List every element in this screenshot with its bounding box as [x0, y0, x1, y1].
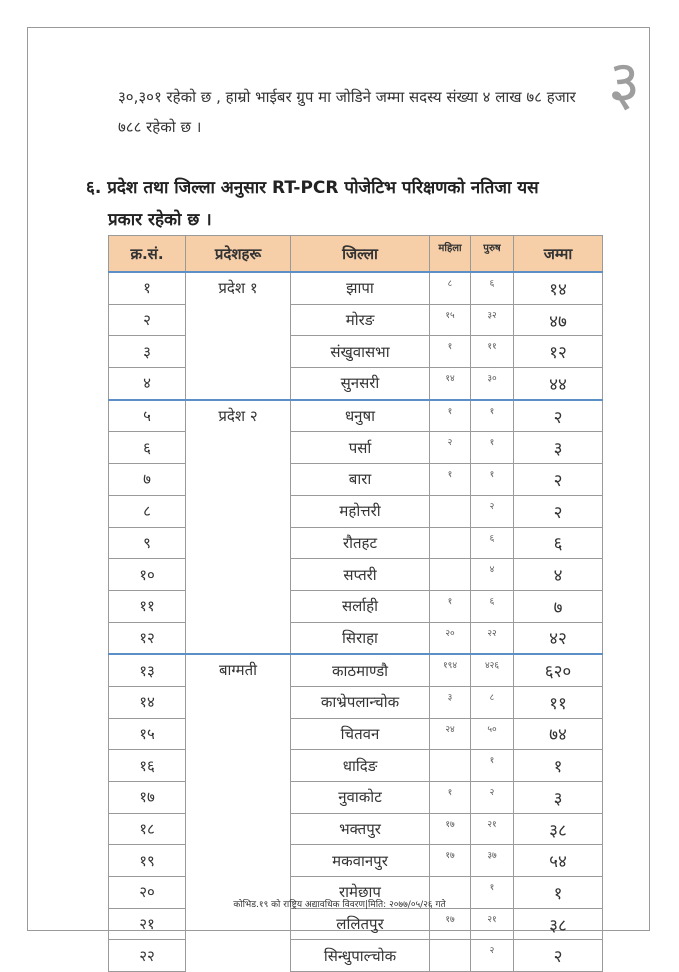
- cell-total: १२: [514, 336, 603, 368]
- cell-province: बाग्मती: [186, 654, 291, 971]
- cell-district: नुवाकोट: [291, 782, 430, 814]
- cell-total: ५४: [514, 845, 603, 877]
- cell-male: २: [471, 782, 514, 814]
- cell-total: २: [514, 400, 603, 432]
- cell-sn: ४: [109, 368, 186, 400]
- table-row: [109, 686, 603, 718]
- cell-female: १४: [430, 368, 471, 400]
- section-heading-line1: ६. प्रदेश तथा जिल्ला अनुसार RT-PCR पोजेटिभ परिक्षणको नतिजा यस: [86, 178, 539, 198]
- cell-sn: ५: [109, 400, 186, 432]
- cell-male: ५०: [471, 718, 514, 750]
- table-body: [109, 272, 603, 972]
- cell-district: सर्लाही: [291, 590, 430, 622]
- cell-province: प्रदेश १: [186, 272, 291, 400]
- table-row: [109, 908, 603, 940]
- cell-sn: १९: [109, 845, 186, 877]
- cell-male: २१: [471, 908, 514, 940]
- cell-district: रौतहट: [291, 527, 430, 559]
- header-female: महिला: [430, 236, 471, 273]
- cell-sn: ११: [109, 590, 186, 622]
- cell-district: धादिङ: [291, 750, 430, 782]
- cell-sn: १५: [109, 718, 186, 750]
- table-row: [109, 495, 603, 527]
- cell-male: ६: [471, 272, 514, 304]
- cell-total: ६: [514, 527, 603, 559]
- cell-male: ४२६: [471, 654, 514, 686]
- cell-district: ललितपुर: [291, 908, 430, 940]
- cell-male: २: [471, 940, 514, 972]
- cell-total: २: [514, 495, 603, 527]
- cell-male: २: [471, 495, 514, 527]
- cell-female: [430, 495, 471, 527]
- cell-total: १: [514, 750, 603, 782]
- cell-female: [430, 940, 471, 972]
- cell-female: १५: [430, 304, 471, 336]
- page-footer: कोभिड.१९ को राष्ट्रिय अद्यावधिक विवरण|मिति: २०७७/०५/२६ गते: [233, 900, 446, 910]
- cell-total: ७४: [514, 718, 603, 750]
- cell-male: ३०: [471, 368, 514, 400]
- cell-district: काभ्रेपलान्चोक: [291, 686, 430, 718]
- cell-total: ४२: [514, 622, 603, 654]
- table-row: [109, 654, 603, 686]
- cell-sn: ८: [109, 495, 186, 527]
- cell-sn: २१: [109, 908, 186, 940]
- table-row: [109, 336, 603, 368]
- table-header-row: [109, 236, 603, 273]
- table-row: [109, 813, 603, 845]
- cell-male: ६: [471, 527, 514, 559]
- cell-female: ८: [430, 272, 471, 304]
- cell-total: ३: [514, 432, 603, 464]
- cell-district: सिन्धुपाल्चोक: [291, 940, 430, 972]
- cell-total: ११: [514, 686, 603, 718]
- cell-female: १: [430, 782, 471, 814]
- table-row: [109, 400, 603, 432]
- header-sn: क्र.सं.: [109, 236, 186, 273]
- cell-female: [430, 527, 471, 559]
- cell-female: २: [430, 432, 471, 464]
- section-heading-line2: प्रकार रहेको छ ।: [108, 210, 212, 230]
- cell-male: ६: [471, 590, 514, 622]
- cell-district: काठमाण्डौ: [291, 654, 430, 686]
- cell-district: झापा: [291, 272, 430, 304]
- cell-female: १: [430, 590, 471, 622]
- cell-province: प्रदेश २: [186, 400, 291, 655]
- cell-male: १: [471, 750, 514, 782]
- cell-sn: २०: [109, 877, 186, 909]
- cell-district: सुनसरी: [291, 368, 430, 400]
- table-row: [109, 940, 603, 972]
- cell-total: ४७: [514, 304, 603, 336]
- cell-district: पर्सा: [291, 432, 430, 464]
- cell-female: २०: [430, 622, 471, 654]
- cell-total: ४: [514, 559, 603, 591]
- cell-male: ८: [471, 686, 514, 718]
- cell-male: ३२: [471, 304, 514, 336]
- cell-total: २: [514, 464, 603, 496]
- header-province: प्रदेशहरू: [186, 236, 291, 273]
- cell-male: २१: [471, 813, 514, 845]
- cell-male: १: [471, 877, 514, 909]
- cell-district: महोत्तरी: [291, 495, 430, 527]
- table-row: [109, 304, 603, 336]
- cell-male: १: [471, 464, 514, 496]
- cell-sn: १३: [109, 654, 186, 686]
- cell-sn: ९: [109, 527, 186, 559]
- table-row: [109, 559, 603, 591]
- cell-sn: ६: [109, 432, 186, 464]
- cell-total: ३८: [514, 908, 603, 940]
- cell-district: धनुषा: [291, 400, 430, 432]
- cell-total: २: [514, 940, 603, 972]
- table-row: [109, 718, 603, 750]
- cell-female: [430, 750, 471, 782]
- cell-total: १४: [514, 272, 603, 304]
- header-district: जिल्ला: [291, 236, 430, 273]
- cell-total: ३: [514, 782, 603, 814]
- cell-sn: ३: [109, 336, 186, 368]
- cell-female: १९४: [430, 654, 471, 686]
- cell-total: ३८: [514, 813, 603, 845]
- table-row: [109, 432, 603, 464]
- cell-male: १: [471, 400, 514, 432]
- cell-female: १७: [430, 813, 471, 845]
- section-heading: [86, 172, 606, 236]
- cell-male: ११: [471, 336, 514, 368]
- cell-district: संखुवासभा: [291, 336, 430, 368]
- table-row: [109, 272, 603, 304]
- cell-female: [430, 559, 471, 591]
- cell-sn: २२: [109, 940, 186, 972]
- table-row: [109, 590, 603, 622]
- table-row: [109, 622, 603, 654]
- cell-district: भक्तपुर: [291, 813, 430, 845]
- cell-sn: ७: [109, 464, 186, 496]
- table-row: [109, 527, 603, 559]
- cell-female: १: [430, 464, 471, 496]
- cell-female: २४: [430, 718, 471, 750]
- header-total: जम्मा: [514, 236, 603, 273]
- table-row: [109, 750, 603, 782]
- cell-male: १: [471, 432, 514, 464]
- table-row: [109, 368, 603, 400]
- cell-district: रामेछाप: [291, 877, 430, 909]
- cell-female: १: [430, 336, 471, 368]
- cell-district: मकवानपुर: [291, 845, 430, 877]
- cell-sn: १०: [109, 559, 186, 591]
- rt-pcr-results-table: [108, 235, 603, 972]
- cell-male: २२: [471, 622, 514, 654]
- intro-paragraph: ३०,३०१ रहेको छ , हाम्रो भाईबर ग्रुप मा जोडिने जम्मा सदस्य संख्या ४ लाख ७८ हजार ७८८ रहेको छ ।: [118, 88, 576, 136]
- cell-total: ७: [514, 590, 603, 622]
- cell-district: बारा: [291, 464, 430, 496]
- cell-sn: १६: [109, 750, 186, 782]
- cell-district: सप्तरी: [291, 559, 430, 591]
- cell-total: ४४: [514, 368, 603, 400]
- cell-sn: १४: [109, 686, 186, 718]
- cell-male: ४: [471, 559, 514, 591]
- page-number: ३: [608, 46, 641, 119]
- cell-sn: १: [109, 272, 186, 304]
- cell-sn: १८: [109, 813, 186, 845]
- table-row: [109, 464, 603, 496]
- cell-female: १: [430, 400, 471, 432]
- cell-female: ३: [430, 686, 471, 718]
- table-row: [109, 782, 603, 814]
- cell-district: मोरङ: [291, 304, 430, 336]
- cell-district: सिराहा: [291, 622, 430, 654]
- cell-district: चितवन: [291, 718, 430, 750]
- table-row: [109, 845, 603, 877]
- header-male: पुरुष: [471, 236, 514, 273]
- cell-sn: १२: [109, 622, 186, 654]
- cell-sn: १७: [109, 782, 186, 814]
- cell-total: १: [514, 877, 603, 909]
- cell-total: ६२०: [514, 654, 603, 686]
- cell-female: १७: [430, 845, 471, 877]
- cell-female: १७: [430, 908, 471, 940]
- cell-sn: २: [109, 304, 186, 336]
- cell-male: ३७: [471, 845, 514, 877]
